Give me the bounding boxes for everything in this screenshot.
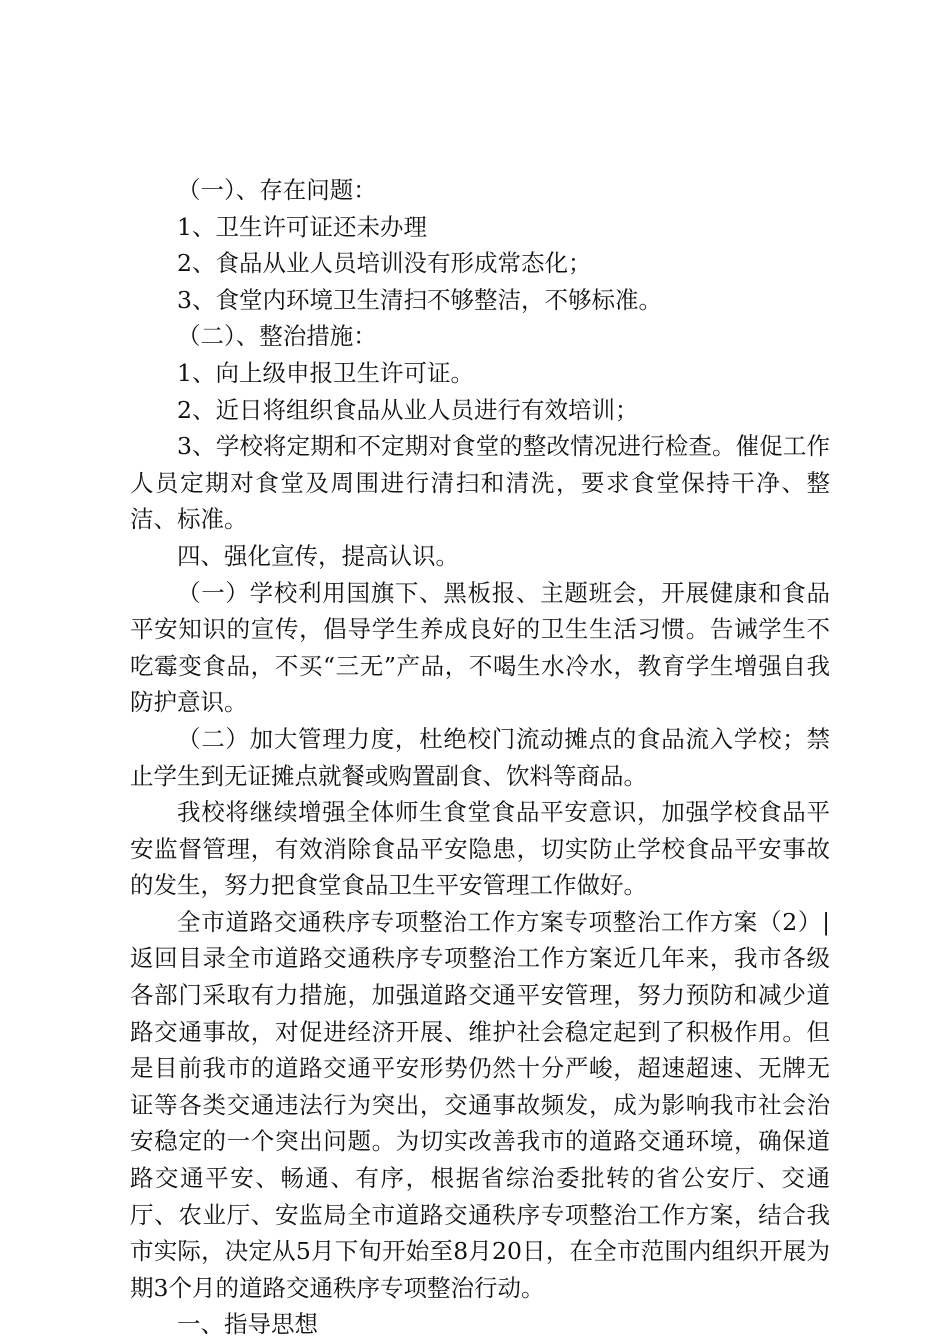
paragraph-measure-1: 1、向上级申报卫生许可证。: [177, 358, 474, 387]
paragraph-measures-heading: （二）、整治措施：: [177, 322, 377, 351]
paragraph-measure-2: 2、近日将组织食品从业人员进行有效培训；: [177, 395, 639, 424]
paragraph-conclusion: 我校将继续增强全体师生食堂食品平安意识，加强学校食品平安监督管理，有效消除食品平安隐患，切实防止学校食品平安事故的发生，努力把食堂食品卫生平安管理工作做好。: [130, 798, 830, 900]
paragraph-publicity-1: （一）学校利用国旗下、黑板报、主题班会，开展健康和食品平安知识的宣传，倡导学生养成良好的卫生生活习惯。告诫学生不吃霉变食品，不买“三无”产品，不喝生水冷水，教育学生增强自我防护意识。: [130, 578, 830, 717]
paragraph-section-four-heading: 四、强化宣传，提高认识。: [177, 541, 459, 570]
paragraph-problem-1: 1、卫生许可证还未办理: [177, 212, 427, 241]
paragraph-problems-heading: （一）、存在问题：: [177, 176, 377, 204]
document-page: [130, 172, 830, 1343]
paragraph-measure-3: 3、学校将定期和不定期对食堂的整改情况进行检查。催促工作人员定期对食堂及周围进行清扫和清洗，要求食堂保持干净、整洁、标准。: [130, 432, 830, 534]
paragraph-problem-3: 3、食堂内环境卫生清扫不够整洁，不够标准。: [177, 285, 662, 314]
paragraph-problem-2: 2、食品从业人员培训没有形成常态化；: [177, 249, 592, 278]
paragraph-traffic-plan-intro: 全市道路交通秩序专项整治工作方案专项整治工作方案（2）|返回目录全市道路交通秩序专项整治工作方案近几年来，我市各级各部门采取有力措施，加强道路交通平安管理，努力预防和减少道路交通事故，对促进经济开展、维护社会稳定起到了积极作用。但是目前我市的道路交通平安形势仍然十分严峻，超速超速、无牌无证等各类交通违法行为突出，交通事故频发，成为影响我市社会治安稳定的一个突出问题。为切实改善我市的道路交通环境，确保道路交通平安、畅通、有序，根据省综治委批转的省公安厅、交通厅、农业厅、安监局全市道路交通秩序专项整治工作方案，结合我市实际，决定从5月下旬开始至8月20日，在全市范围内组织开展为期3个月的道路交通秩序专项整治行动。: [130, 907, 830, 1302]
paragraph-guiding-ideology-heading: 一、指导思想: [177, 1310, 318, 1339]
paragraph-publicity-2: （二）加大管理力度，杜绝校门流动摊点的食品流入学校；禁止学生到无证摊点就餐或购置副食、饮料等商品。: [130, 724, 830, 790]
